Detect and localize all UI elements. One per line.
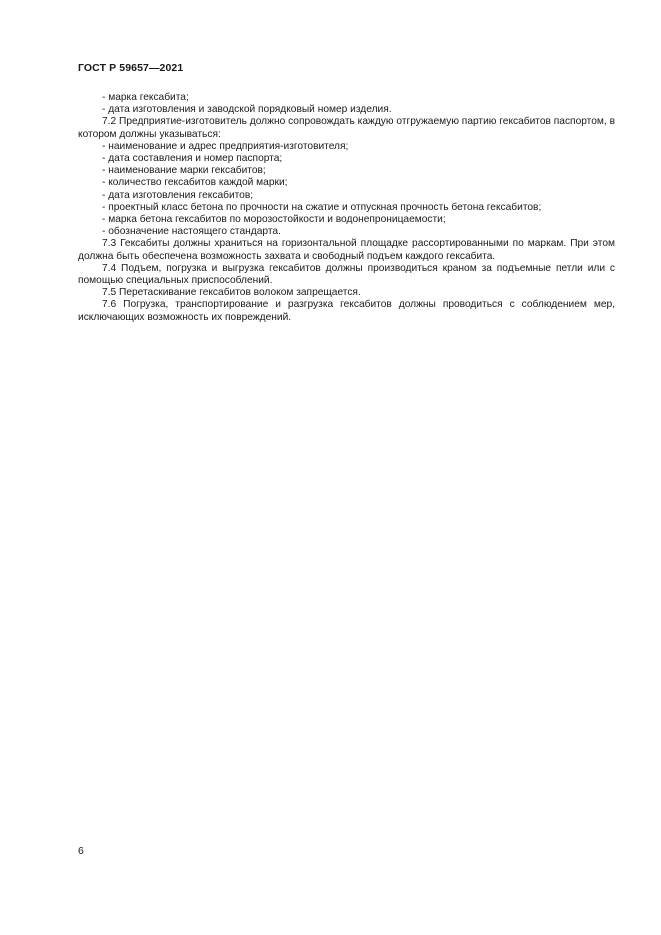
list-item: - марка гексабита;	[102, 92, 189, 103]
document-body	[78, 92, 615, 324]
list-item: - проектный класс бетона по прочности на сжатие и отпускная прочность бетона гексабитов;	[102, 201, 542, 213]
list-item: - дата изготовления гексабитов;	[102, 189, 254, 201]
list-item: - наименование и адрес предприятия-изготовителя;	[102, 140, 349, 152]
clause-7-2: 7.2 Предприятие-изготовитель должно сопровождать каждую отгружаемую партию гексабитов паспортом, в котором должны указываться:	[78, 116, 615, 140]
list-item: - дата изготовления и заводской порядковый номер изделия.	[102, 104, 392, 116]
clause-7-4: 7.4 Подъем, погрузка и выгрузка гексабитов должны производиться краном за подъемные петли или с помощью специальных приспособлений.	[78, 262, 615, 287]
clause-7-3: 7.3 Гексабиты должны храниться на горизонтальной площадке рассортированными по маркам. При этом должна быть обеспечена возможность захвата и свободный подъем каждого гексабита.	[78, 238, 615, 262]
list-item: - количество гексабитов каждой марки;	[102, 177, 288, 189]
list-item: - марка бетона гексабитов по морозостойкости и водонепроницаемости;	[102, 214, 446, 226]
list-item: - дата составления и номер паспорта;	[102, 153, 283, 165]
list-item: - обозначение настоящего стандарта.	[102, 226, 281, 238]
page-number: 6	[78, 845, 84, 857]
document-header: ГОСТ Р 59657—2021	[78, 62, 184, 74]
clause-7-6: 7.6 Погрузка, транспортирование и разгрузка гексабитов должны проводиться с соблюдением мер, исключающих возможность их повреждений.	[78, 299, 615, 323]
clause-7-5: 7.5 Перетаскивание гексабитов волоком запрещается.	[102, 287, 361, 299]
list-item: - наименование марки гексабитов;	[102, 165, 266, 177]
